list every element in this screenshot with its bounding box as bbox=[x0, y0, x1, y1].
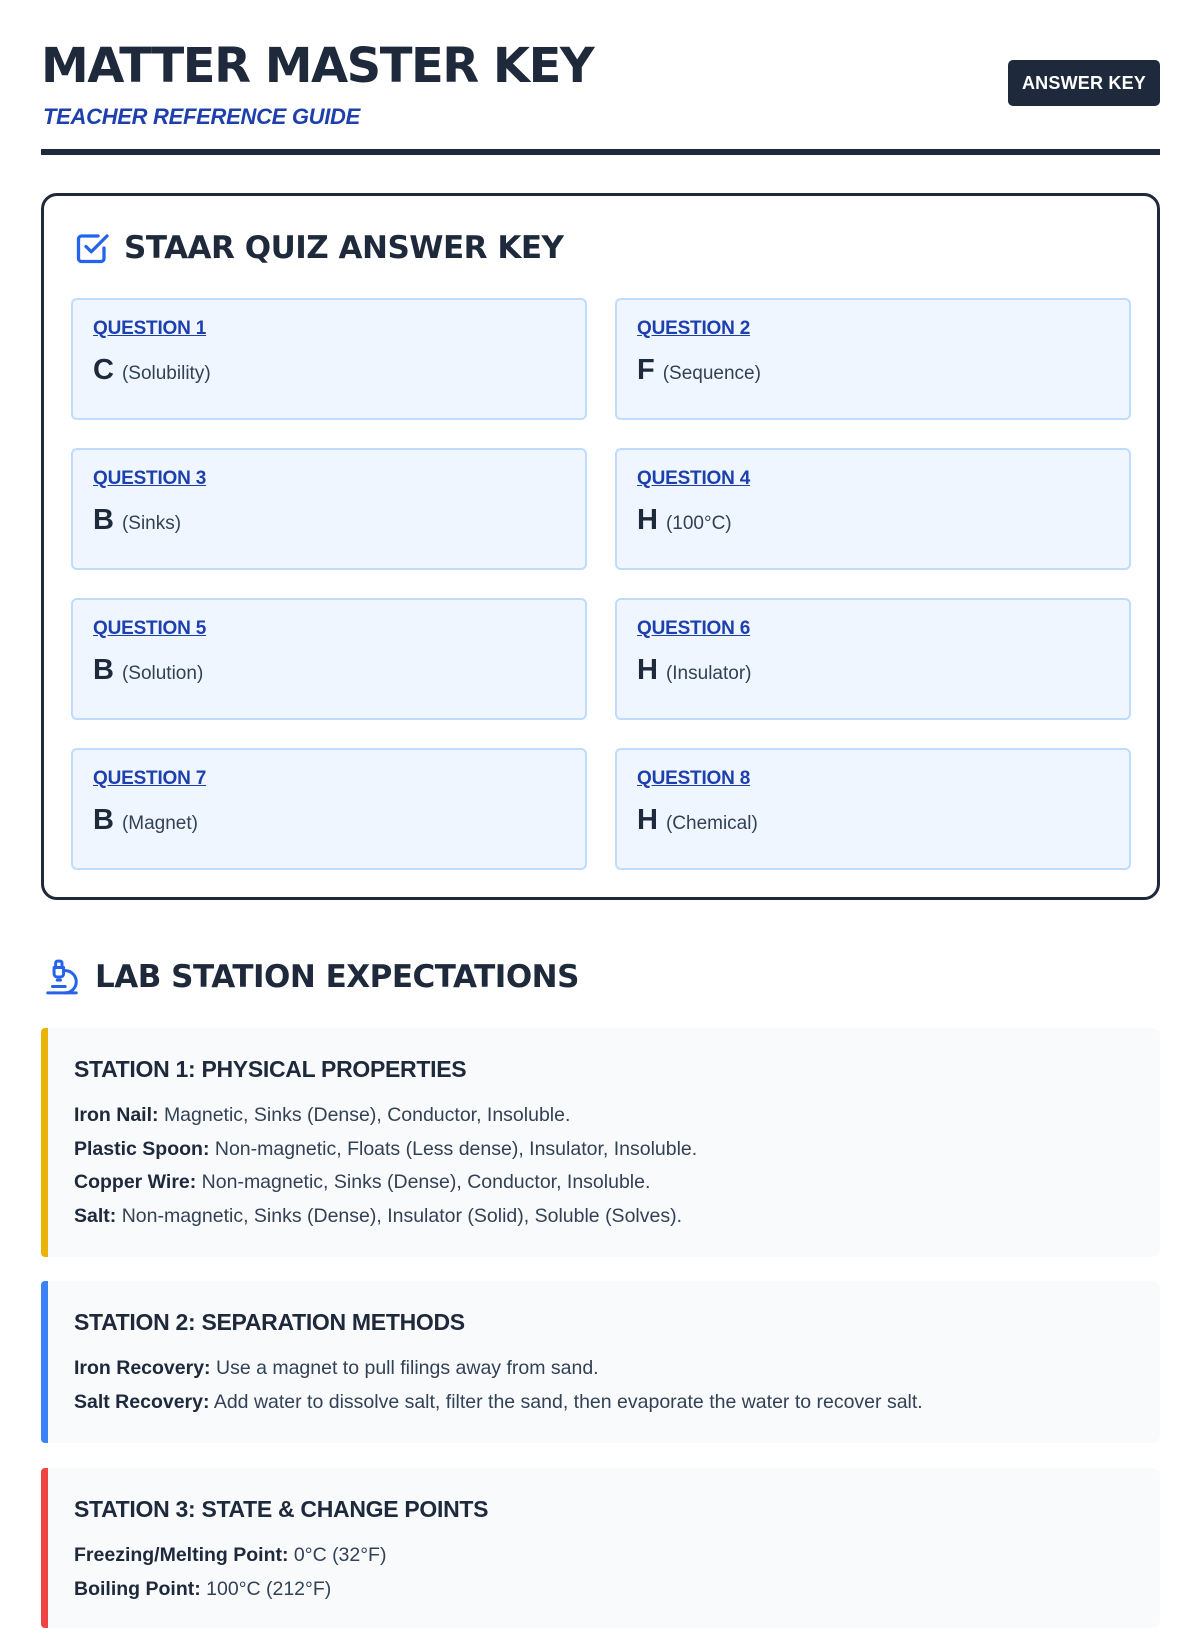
answer-note: (Insulator) bbox=[665, 663, 752, 684]
question-card bbox=[615, 298, 1131, 420]
answer-letter: H bbox=[637, 804, 658, 836]
page-title: MATTER MASTER KEY bbox=[41, 38, 594, 94]
question-link[interactable]: QUESTION 7 bbox=[93, 768, 207, 789]
answer-note: (Sinks) bbox=[121, 513, 182, 534]
station-item bbox=[74, 1133, 1134, 1167]
answer-row bbox=[637, 804, 1109, 837]
answer-letter: C bbox=[93, 354, 114, 386]
answer-letter: B bbox=[93, 804, 114, 836]
quiz-answer-card bbox=[41, 193, 1160, 900]
station-item bbox=[74, 1539, 1134, 1573]
item-term: Plastic Spoon: bbox=[74, 1137, 210, 1160]
item-term: Freezing/Melting Point: bbox=[74, 1544, 289, 1566]
answer-letter: F bbox=[637, 354, 655, 386]
answer-note: (Magnet) bbox=[121, 813, 198, 834]
answer-row bbox=[637, 504, 1109, 537]
item-term: Copper Wire: bbox=[74, 1171, 197, 1193]
question-link[interactable]: QUESTION 8 bbox=[637, 768, 751, 789]
question-link[interactable]: QUESTION 2 bbox=[637, 318, 751, 339]
question-card bbox=[71, 448, 587, 570]
question-card bbox=[71, 298, 587, 420]
question-link[interactable]: QUESTION 3 bbox=[93, 468, 207, 489]
question-card bbox=[615, 748, 1131, 870]
item-text: Non-magnetic, Sinks (Dense), Conductor, Insoluble. bbox=[201, 1171, 651, 1193]
question-link[interactable]: QUESTION 6 bbox=[637, 618, 751, 639]
answer-row bbox=[93, 354, 565, 387]
answer-letter: B bbox=[93, 654, 114, 686]
answer-row bbox=[93, 654, 565, 687]
item-text: Non-magnetic, Floats (Less dense), Insulator, Insoluble. bbox=[214, 1137, 698, 1160]
answer-note: (Chemical) bbox=[665, 813, 758, 834]
answer-letter: B bbox=[93, 504, 114, 536]
microscope-icon bbox=[43, 958, 81, 996]
answer-row bbox=[93, 504, 565, 537]
station-item bbox=[74, 1386, 1134, 1420]
station-title: STATION 2: SEPARATION METHODS bbox=[74, 1309, 465, 1335]
lab-heading-row bbox=[43, 958, 579, 996]
answer-row bbox=[637, 654, 1109, 687]
station-item bbox=[74, 1166, 1134, 1200]
page bbox=[41, 0, 1160, 1600]
station-item bbox=[74, 1099, 1134, 1133]
question-card bbox=[71, 748, 587, 870]
station-item bbox=[74, 1573, 1134, 1607]
item-term: Iron Recovery: bbox=[74, 1357, 211, 1379]
question-card bbox=[615, 448, 1131, 570]
answer-note: (100°C) bbox=[665, 513, 732, 534]
question-link[interactable]: QUESTION 4 bbox=[637, 468, 751, 489]
answer-note: (Sequence) bbox=[662, 363, 761, 384]
item-text: Non-magnetic, Sinks (Dense), Insulator (Solid), Soluble (Solves). bbox=[121, 1204, 682, 1227]
station-card-1 bbox=[41, 1028, 1160, 1257]
question-card bbox=[71, 598, 587, 720]
answer-note: (Solubility) bbox=[121, 363, 211, 384]
answer-letter: H bbox=[637, 504, 658, 536]
checkbox-icon bbox=[74, 230, 110, 266]
quiz-heading: STAAR QUIZ ANSWER KEY bbox=[124, 230, 564, 266]
answer-key-badge[interactable]: ANSWER KEY bbox=[1008, 60, 1160, 106]
answer-row bbox=[637, 354, 1109, 387]
answer-row bbox=[93, 804, 565, 837]
station-item bbox=[74, 1352, 1134, 1386]
station-title: STATION 1: PHYSICAL PROPERTIES bbox=[74, 1056, 467, 1082]
station-title: STATION 3: STATE & CHANGE POINTS bbox=[74, 1496, 489, 1522]
question-grid bbox=[71, 298, 1131, 870]
station-item bbox=[74, 1200, 1134, 1234]
page-subtitle: TEACHER REFERENCE GUIDE bbox=[43, 104, 361, 129]
item-text: 100°C (212°F) bbox=[206, 1577, 332, 1600]
answer-note: (Solution) bbox=[121, 663, 204, 684]
item-text: 0°C (32°F) bbox=[293, 1544, 387, 1566]
answer-letter: H bbox=[637, 654, 658, 686]
item-text: Magnetic, Sinks (Dense), Conductor, Insoluble. bbox=[163, 1104, 571, 1126]
question-link[interactable]: QUESTION 1 bbox=[93, 318, 207, 339]
item-text: Use a magnet to pull filings away from sand. bbox=[215, 1357, 599, 1379]
item-text: Add water to dissolve salt, filter the sand, then evaporate the water to recover salt. bbox=[213, 1390, 923, 1413]
question-card bbox=[615, 598, 1131, 720]
quiz-heading-row bbox=[74, 230, 563, 266]
question-link[interactable]: QUESTION 5 bbox=[93, 618, 207, 639]
item-term: Salt: bbox=[74, 1204, 117, 1227]
lab-heading: LAB STATION EXPECTATIONS bbox=[95, 959, 579, 995]
item-term: Salt Recovery: bbox=[74, 1390, 210, 1413]
item-term: Iron Nail: bbox=[74, 1104, 159, 1126]
header bbox=[41, 0, 1160, 155]
station-card-3 bbox=[41, 1468, 1160, 1628]
station-card-2 bbox=[41, 1281, 1160, 1443]
item-term: Boiling Point: bbox=[74, 1577, 201, 1600]
